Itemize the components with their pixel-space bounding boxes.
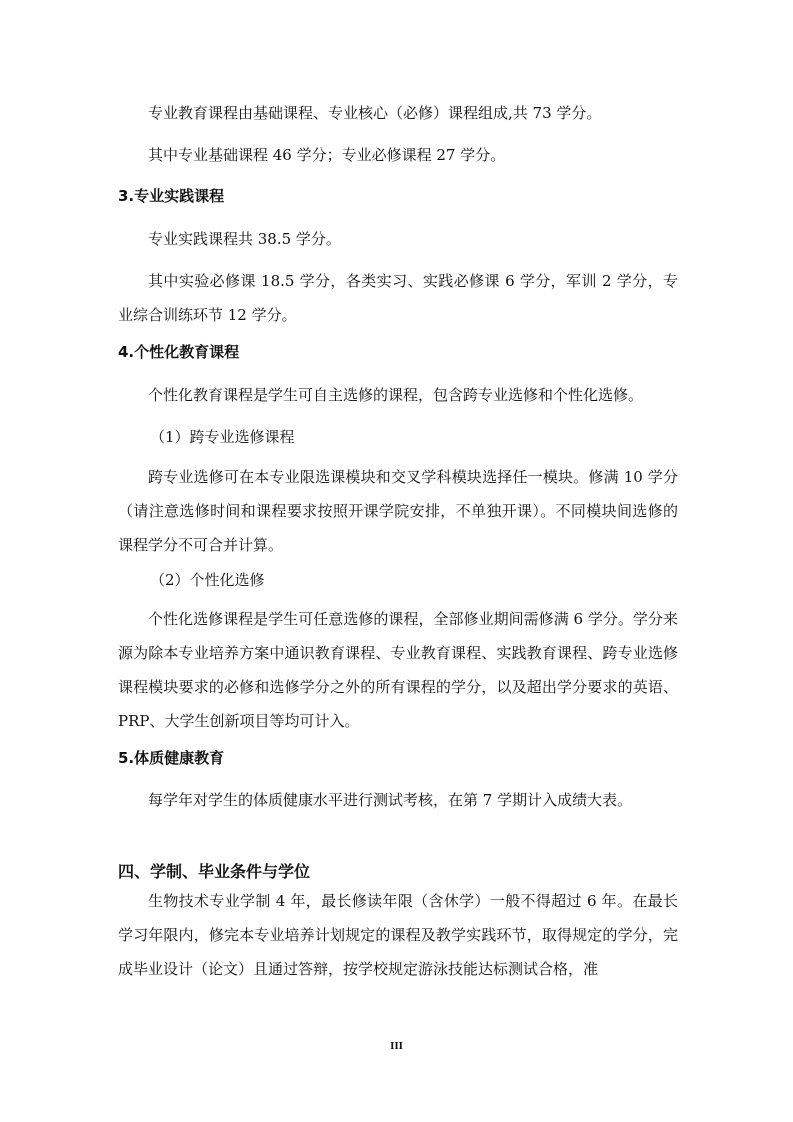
heading-physical-health: 5.体质健康教育 — [118, 749, 225, 767]
paragraph-schooling-graduation: 生物技术专业学制 4 年，最长修读年限（含休学）一般不得超过 6 年。在最长学习年限内，修完本专业培养计划规定的课程及教学实践环节，取得规定的学分，完成毕业设计（论文）且通过答辩，按学校规定游泳技能达标测试合格，准 — [118, 892, 678, 978]
paragraph-professional-courses: 专业教育课程由基础课程、专业核心（必修）课程组成,共 73 学分。 — [148, 104, 602, 122]
heading-practice-courses: 3.专业实践课程 — [118, 187, 225, 205]
page-number: III — [390, 1040, 403, 1052]
paragraph-credit-breakdown: 其中专业基础课程 46 学分；专业必修课程 27 学分。 — [148, 146, 506, 164]
paragraph-practice-detail: 其中实验必修课 18.5 学分，各类实习、实践必修课 6 学分，军训 2 学分，专业综合训练环节 12 学分。 — [118, 272, 678, 324]
heading-schooling-graduation: 四、学制、毕业条件与学位 — [118, 862, 311, 881]
paragraph-practice-total: 专业实践课程共 38.5 学分。 — [148, 230, 341, 248]
subheading-personalized-elective: （2）个性化选修 — [150, 571, 265, 589]
paragraph-personalized-intro: 个性化教育课程是学生可自主选修的课程，包含跨专业选修和个性化选修。 — [148, 386, 644, 404]
heading-personalized-courses: 4.个性化教育课程 — [118, 343, 240, 361]
paragraph-cross-major: 跨专业选修可在本专业限选课模块和交叉学科模块选择任一模块。修满 10 学分（请注意选修时间和课程要求按照开课学院安排，不单独开课）。不同模块间选修的课程学分不可合并计算。 — [118, 468, 678, 554]
paragraph-personalized-elective: 个性化选修课程是学生可任意选修的课程，全部修业期间需修满 6 学分。学分来源为除本专业培养方案中通识教育课程、专业教育课程、实践教育课程、跨专业选修课程模块要求的必修和选修学分之外的所有课程的学分，以及超出学分要求的英语、PRP、大学生创新项目等均可计入。 — [118, 610, 678, 730]
subheading-cross-major: （1）跨专业选修课程 — [150, 428, 295, 446]
paragraph-physical-health: 每学年对学生的体质健康水平进行测试考核，在第 7 学期计入成绩大表。 — [148, 791, 633, 809]
